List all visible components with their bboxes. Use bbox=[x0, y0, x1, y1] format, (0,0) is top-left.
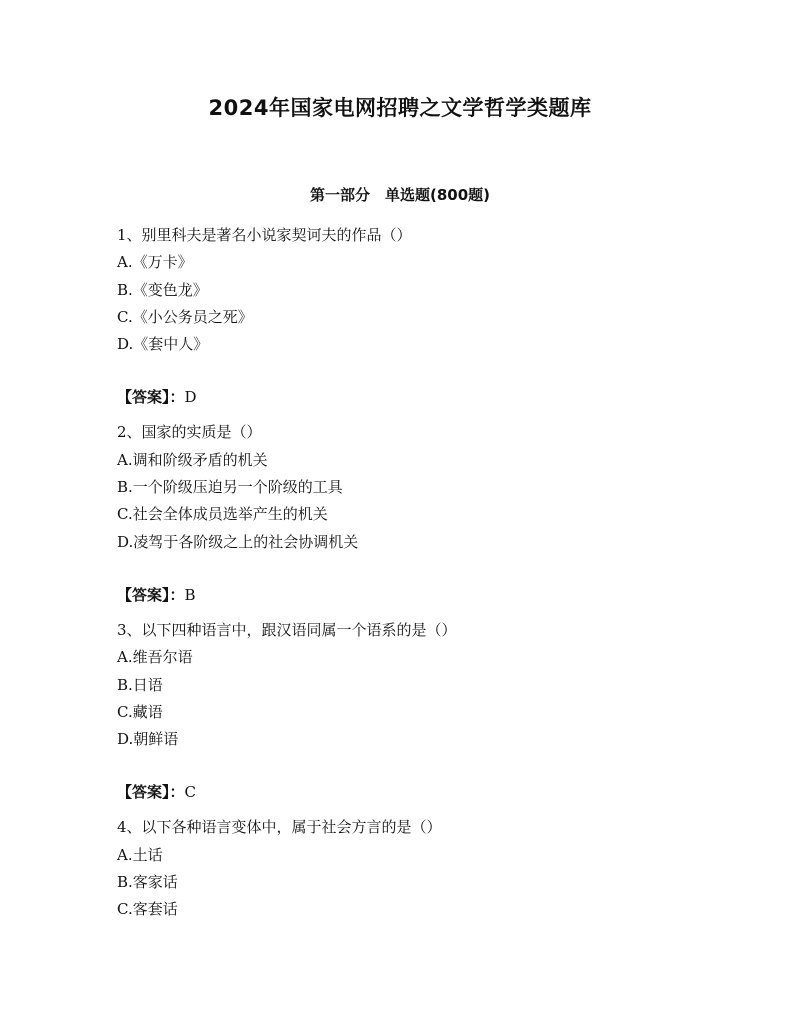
option-a: A.调和阶级矛盾的机关 bbox=[117, 450, 268, 469]
option-d: D.朝鲜语 bbox=[117, 730, 179, 749]
option-d: D.凌驾于各阶级之上的社会协调机关 bbox=[117, 532, 359, 551]
question-stem: 4、以下各种语言变体中，属于社会方言的是（） bbox=[117, 818, 442, 837]
question-4 bbox=[117, 814, 717, 923]
document-title: 2024年国家电网招聘之文学哲学类题库 bbox=[208, 96, 592, 120]
option-b: B.《变色龙》 bbox=[117, 280, 208, 299]
option-c: C.藏语 bbox=[117, 702, 163, 721]
option-a: A.土话 bbox=[117, 845, 163, 864]
question-list bbox=[117, 222, 717, 924]
question-3 bbox=[117, 617, 717, 806]
answer-label: 【答案】： bbox=[117, 783, 185, 802]
answer-value: D bbox=[184, 388, 197, 407]
answer-label: 【答案】： bbox=[117, 585, 185, 604]
question-1 bbox=[117, 222, 717, 411]
option-c: C.《小公务员之死》 bbox=[117, 307, 253, 326]
option-b: B.客家话 bbox=[117, 873, 178, 892]
option-a: A.维吾尔语 bbox=[117, 648, 193, 667]
answer-value: B bbox=[184, 585, 196, 604]
option-b: B.日语 bbox=[117, 675, 163, 694]
question-stem: 3、以下四种语言中，跟汉语同属一个语系的是（） bbox=[117, 620, 457, 639]
question-stem: 2、国家的实质是（） bbox=[117, 423, 262, 442]
question-stem: 1、别里科夫是著名小说家契诃夫的作品（） bbox=[117, 226, 412, 244]
option-c: C.社会全体成员选举产生的机关 bbox=[117, 505, 328, 524]
answer-line bbox=[117, 779, 717, 806]
section-title: 第一部分 单选题(800题) bbox=[309, 186, 491, 204]
answer-line bbox=[117, 582, 717, 609]
answer-label: 【答案】： bbox=[117, 388, 185, 407]
question-2 bbox=[117, 419, 717, 608]
option-c: C.客套话 bbox=[117, 900, 178, 919]
option-b: B.一个阶级压迫另一个阶级的工具 bbox=[117, 478, 343, 497]
answer-line bbox=[117, 384, 717, 411]
option-a: A.《万卡》 bbox=[117, 253, 193, 272]
option-d: D.《套中人》 bbox=[117, 335, 209, 354]
answer-value: C bbox=[184, 783, 196, 802]
